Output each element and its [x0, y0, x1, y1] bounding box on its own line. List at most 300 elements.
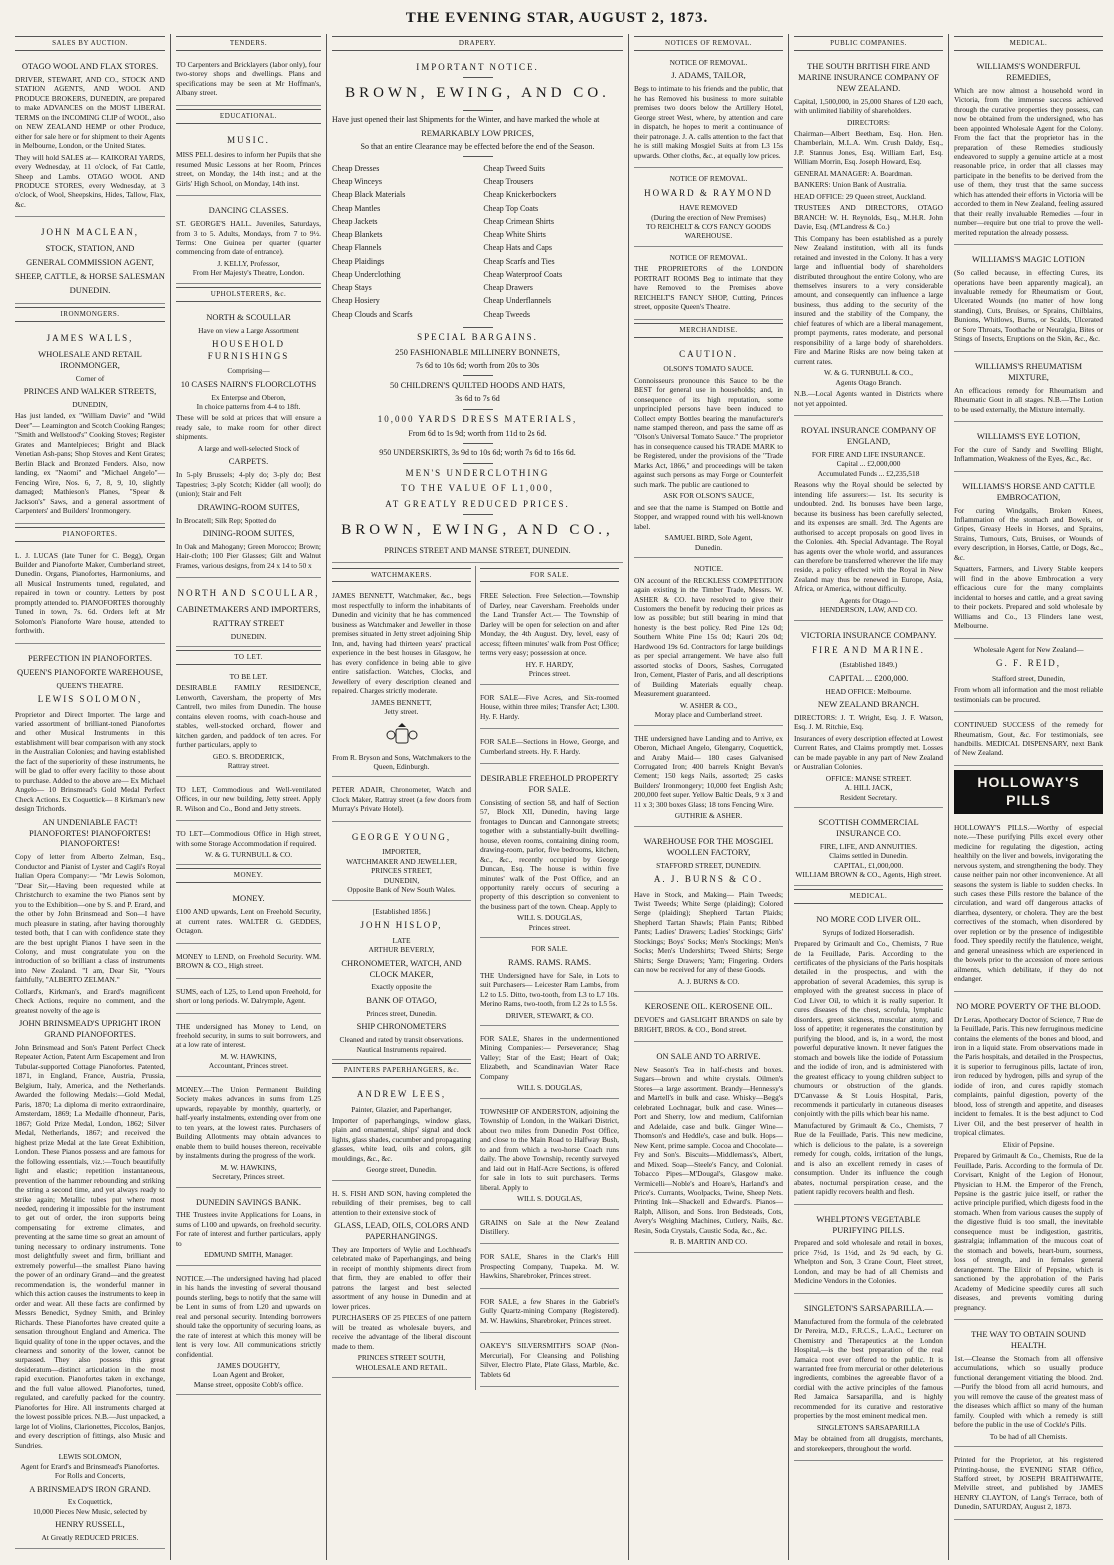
ad-line: Dunedin.: [694, 542, 723, 552]
ad-holloway: [954, 818, 1103, 992]
ad-line: (Established 1849.): [839, 660, 898, 670]
ad-line: NOTICE OF REMOVAL.: [669, 57, 748, 67]
ad-body: Manufactured by Grimault & Co., Chemists, 7 Rue de la Feuillade, Paris. This new medicine, which is delicious to the palate, is a sovereign remedy for cough, colds, irritation of the lungs, and is also an excellent remedy in cases of consumption. Under its influence the cough abates, nocturnal perspiration cease, and the patient rapidly recovers health and flesh.: [794, 1120, 943, 1197]
section-removal: NOTICES OF REMOVAL.: [634, 36, 783, 51]
royal-coat-of-arms-icon: [385, 722, 419, 748]
goods-list-item: Cheap Crimean Shirts: [483, 216, 554, 226]
ad-body: PURCHASERS OF 25 PIECES of one pattern will be treated as wholesale buyers, and receive the advantage of the liberal discount made to them.: [332, 1313, 471, 1351]
goods-list-item: Cheap Winceys: [332, 177, 382, 187]
goods-list-item: Cheap Underclothing: [332, 269, 401, 279]
ad-title: HOWARD & RAYMOND: [644, 187, 773, 198]
ad-body: MISS PELL desires to inform her Pupils that she resumed Music Lessons at her Room, Princes street, on Monday, the 14th inst.; and at the Girls' High School, on Monday, 14th inst.: [176, 150, 321, 188]
section-pianofortes: PIANOFORTES.: [15, 527, 165, 542]
ad-line: SINGLETON'S SARSAPARILLA: [817, 1422, 920, 1432]
ad-body: BANKERS: Union Bank of Australia.: [794, 180, 907, 190]
ad-body: Begs to intimate to his friends and the public, that he has Removed his business to more suitable premises two doors below the Artillery Hotel, George street West, where, by attention and care in dispatch, he hopes to merit a continuance of their patronage. J. A. calls attention to the fact that he is still making Mosgiel Suits at from L3 15s upwards. Other cloths, &c., at equally low prices.: [634, 84, 783, 160]
ad-olson: [634, 342, 783, 558]
goods-list-item: Cheap Flannels: [332, 243, 382, 253]
ad-title: NORTH AND SCOULLAR,: [177, 588, 320, 599]
section-painters: PAINTERS PAPERHANGERS, &c.: [332, 1063, 471, 1078]
ad-magic-lotion: [954, 248, 1103, 352]
ad-line: Accountant, Princes street.: [208, 1061, 289, 1071]
ad-walls: [15, 326, 165, 523]
goods-list-item: Cheap Trousers: [483, 177, 534, 187]
ad-martin: [634, 1045, 783, 1253]
ad-body: Reasons why the Royal should be selected by intending life assurers:— 1st. Its security is undoubted. 2nd. Its bonuses have been large, because its business has been carefully selected, and its expenses are small. 3rd. The Agents are authorised to accept proposals on good lives in the Colonies. 4th. Special Advantage. The Royal has agents over the whole world, and assurances can therefore be transferred wherever the life may reside, a policy effected with the Royal in New Zealand may thus be renewed in Europe, Asia, Africa, or America, without difficulty.: [794, 480, 943, 594]
section-upholsterers: UPHOLSTERERS, &c.: [176, 287, 321, 302]
ad-line: 10 CASES NAIRN'S FLOORCLOTHS: [180, 378, 317, 389]
ad-line: CARPETS.: [228, 456, 269, 467]
ad-line: IMPORTER,: [382, 847, 421, 857]
ad-body: DRIVER, STEWART, AND CO., STOCK AND STATION AGENTS, AND WOOL AND PRODUCE BROKERS, DUNEDIN, are prepared to make ADVANCES on the MOST LIBERAL TERMS on the INCOMING CLIP of WOOL, also on NEW ZEALAND HEMP or other Produce, either for sale here or for shipment to their Agents in Melbourne, London, or the United States.: [15, 74, 165, 151]
ad-line: For Rolls and Concerts,: [54, 1471, 126, 1481]
ad-title: ON SALE AND TO ARRIVE.: [656, 1051, 761, 1062]
ad-lucas: [15, 546, 165, 644]
section-watchmakers: WATCHMAKERS.: [332, 568, 471, 583]
ad-line: JAMES BENNETT,: [371, 697, 432, 707]
ad-five-acres: [480, 688, 619, 729]
ad-line: DUNEDIN,: [72, 399, 108, 409]
ad-body: DEVOE'S and GASLIGHT BRANDS on sale by BRIGHT, BROS. & CO., Bond street.: [634, 1015, 783, 1034]
masthead: THE EVENING STAR, AUGUST 2, 1873.: [405, 10, 709, 26]
ad-body: THE Undersigned have for Sale, in Lots to suit Purchasers— Leicester Ram Lambs, from L2 to L5. Ditto, two-tooth, from L3 to L7 10s. Merino Rams, two-tooth, from L2 2s to L5 5s.: [480, 970, 619, 1009]
ad-title: DUNEDIN SAVINGS BANK.: [196, 1196, 301, 1207]
ad-solomon: [15, 647, 165, 1549]
ad-line: Claims settled in Dunedin.: [829, 851, 908, 861]
ad-line: Moray place and Cumberland street.: [654, 710, 763, 720]
ad-victoria-insurance: [794, 624, 943, 808]
ad-wool-stores: [15, 55, 165, 217]
ad-line: HENRY RUSSELL,: [55, 1519, 125, 1530]
ad-line: A BRINSMEAD'S IRON GRAND.: [29, 1483, 151, 1494]
ad-body: Prepared and sold wholesale and retail in boxes, price 7½d, 1s 1½d, and 2s 9d each, by G. Whelpton and Son, 3 Crane Court, Fleet street, London, and may be had of all Chemists and Medicine Vendors in the Colonies.: [794, 1238, 943, 1286]
ad-north-scoullar-2: [176, 581, 321, 647]
ad-portrait-rooms: [634, 250, 783, 320]
ad-line: SHEEP, CATTLE, & HORSE SALESMAN: [15, 270, 165, 281]
ad-line: AT GREATLY REDUCED PRICES.: [385, 498, 570, 509]
ad-body: JAMES BENNETT, Watchmaker, &c., begs most respectfully to inform the inhabitants of Dunedin and vicinity that he has commenced business as Watchmaker and Jeweller in those premises situated in Jetty street adjoining Ship Inn, and, having had thirteen years' practical experience in the best houses in Glasgow, he has every confidence in being able to give entire satisfaction. Watches, Clocks, and Jewellery of every description cleaned and repaired. Charges strictly moderate.: [332, 591, 471, 696]
ad-line: Stafford street, Dunedin,: [992, 673, 1065, 683]
divider: [463, 327, 493, 328]
ad-money-lend: [176, 947, 321, 979]
ad-title: KEROSENE OIL. KEROSENE OIL.: [644, 1001, 773, 1012]
goods-list-item: Cheap Clouds and Scarfs: [332, 309, 413, 319]
ad-darley: [480, 586, 619, 684]
ad-doughty: [176, 1269, 321, 1396]
ad-body: May be obtained from all druggists, merchants, and storekeepers, throughout the world.: [794, 1434, 943, 1453]
section-money: MONEY.: [176, 868, 321, 883]
goods-list-item: Cheap White Shirts: [483, 230, 546, 240]
ad-maclean: [15, 220, 165, 304]
ad-title: THE WAY TO OBTAIN SOUND HEALTH.: [971, 1329, 1086, 1350]
ad-line: HY. F. HARDY,: [525, 659, 574, 669]
ad-body: THE PROPRIETORS of the LONDON PORTRAIT ROOMS Beg to intimate that they have Removed to the Premises above REICHELT'S FANCY SHOP, Cutting, Princes street, opposite Queen's Theatre.: [634, 264, 783, 312]
ad-line: TO THE VALUE OF L1,000,: [401, 483, 554, 494]
ad-body: TRUSTEES AND DIRECTORS, OTAGO BRANCH: W. H. Reynolds, Esq., M.H.R. John Davie, Esq. (M'Landress & Co.): [794, 203, 943, 232]
ad-title: PERFECTION IN PIANOFORTES.: [28, 652, 152, 663]
ad-singleton: [794, 1297, 943, 1461]
ad-title: NO MORE POVERTY OF THE BLOOD.: [956, 1000, 1101, 1011]
ad-line: PRINCES STREET SOUTH,: [357, 1353, 446, 1363]
ad-title: IMPORTANT NOTICE.: [416, 61, 539, 72]
ad-line: Jetty street.: [384, 707, 419, 717]
ad-line: Exactly opposite the: [371, 982, 432, 992]
ad-title: THE SOUTH BRITISH FIRE AND MARINE INSURANCE COMPANY OF NEW ZEALAND.: [798, 60, 939, 93]
ad-body: HEAD OFFICE: 29 Queen street, Auckland.: [794, 191, 926, 201]
ad-line: Agents Otago Branch.: [835, 377, 902, 387]
ad-body: In 5-ply Brussels; 4-ply do; 3-ply do; Best Tapestries; 3-ply Scotch; Kidder (all wool); do (union); Stair and Felt: [176, 470, 321, 499]
ad-line: Elixir of Pepsine.: [1002, 1139, 1055, 1149]
ad-line: ARTHUR BEVERLY,: [368, 945, 435, 955]
ad-line: DIRECTORS:: [847, 117, 890, 127]
ad-body: FOR SALE—Five Acres, and Six-roomed House, within three miles; Transfer Act; L300. Hy. F. Hardy.: [480, 692, 619, 721]
ad-line: WILL S. DOUGLAS,: [516, 1083, 582, 1093]
ad-line: 950 UNDERSKIRTS, 3s 9d to 10s 6d; worth 7s 6d to 16s 6d.: [379, 448, 576, 458]
ad-title: LEWIS SOLOMON,: [37, 693, 143, 704]
ad-clarks-hill: [480, 1247, 619, 1288]
ad-line: 250 FASHIONABLE MILLINERY BONNETS,: [395, 347, 560, 358]
ad-line: 50 CHILDREN'S QUILTED HOODS AND HATS,: [389, 380, 565, 391]
ad-line: Ex Enterpse and Oberon,: [211, 392, 286, 402]
ad-adair: [332, 780, 471, 821]
ad-body: FOR SALE, Shares in the Clark's Hill Prospecting Company, Tuapeka. M. W. Hawkins, Sharebroker, Princes street.: [480, 1252, 619, 1281]
ad-line: Princes street.: [528, 922, 571, 932]
ad-body: Squatters, Farmers, and Livery Stable keepers will find in the above Embrocation a very efficacious cure for the many complaints incidental to horses and cattle, and a great saving to their pockets. Prepared and sold wholesale by Williams and Co., 13 Flinders lane west, Melbourne.: [954, 564, 1103, 631]
ad-line: From R. Bryson and Sons, Watchmakers to the Queen, Edinburgh.: [332, 752, 471, 772]
ad-line: Rattray street.: [227, 761, 270, 771]
ad-anderston: [480, 1102, 619, 1210]
ad-line: SHIP CHRONOMETERS: [356, 1021, 447, 1032]
ad-building-society: [176, 1080, 321, 1188]
ad-line: LEWIS SOLOMON,: [58, 1452, 122, 1462]
ad-body: They will hold SALES at— KAIKORAI YARDS, every Wednesday, at 11 o'clock, of Fat Cattle, Sheep and Lambs. OTAGO WOOL AND PRODUCE STORES, every Wednesday, at 3 o'clock, of Wool, Sheepskins, Hides, Tallow, Flax, &c.: [15, 152, 165, 209]
ad-body: 1st.—Cleanse the Stomach from all offensive accumulations, which so usually produce functional derangement vitiating the blood. 2nd.—Purify the blood from all acrid humours, and you will remove the cause of the greatest mass of the diseases which afflict so many of the human family. Coupled with which a remedy is still before the public in the use of Cockle's Pills.: [954, 1353, 1103, 1430]
goods-list-left: [332, 161, 472, 323]
ad-title: MUSIC.: [227, 134, 270, 145]
ad-line: FIRE, LIFE, AND ANNUITIES.: [819, 841, 918, 851]
ad-line: FOR FIRE AND LIFE INSURANCE.: [811, 449, 926, 459]
ad-body: HOLLOWAY'S PILLS.—Worthy of especial note.—These purifying Pills excel every other medicine for regulating the digestion, acting healthily on the liver and bowels, invigorating the nervous system, and strengthening the body. They cause neither pain nor other inconvenience. At all seasons the system is liable to sudden checks. In such cases these Pills restore the balance of the circulation, and ward off dangerous attacks of diarrhea, dysentery, or cholera. They are the best correctives of the stomach, when disordered by over repletion or by the presence of indigestible food. They speedily rectify the flatulence, weight, and general uneasiness which are experienced in the bowels prior to the accession of more serious ailments, which debilitate, if they do not endanger.: [954, 822, 1103, 984]
ad-line: Comprising—: [227, 366, 270, 376]
section-merchandise: MERCHANDISE.: [634, 323, 783, 338]
ad-line: Ex Coquettick,: [67, 1497, 113, 1507]
ad-body: Prepared by Grimault and Co., Chemists, 7 Rue de la Feuillade, Paris. According to the certificates of the physicians of the Paris hospitals detailed in the prospectus, and with the approbation of several Academies, this syrup is employed with the greatest success in place of Cod Liver Oil, to which it is really superior. It cures diseases of the chest, scrofula, lymphatic disorders, green sickness, muscular atony, and loss of appetite; it regenerates the constitution by purifying the blood, and is, in a word, the most powerful depurative known. It never fatigues the stomach and bowels like the iodide of Potassium and the iodide of iron, and is administered with the greatest efficacy to young children subject to chumours or obstruction of the glands. D'Canvasse & St Louis Hospital, Paris, recommends it particularly in cutaneous diseases conjointly with the pills which bear his name.: [794, 939, 943, 1119]
section-medical-5: MEDICAL.: [794, 889, 943, 904]
ad-line: W. & G. TURNBULL & CO.,: [823, 368, 914, 378]
ad-cod-liver: [794, 908, 943, 1205]
ad-body: DESIRABLE FAMILY RESIDENCE, Lenworth, Caversham, the property of Mrs Cantrell, two miles from Dunedin. The house contains eleven rooms, with coach-house and stables, well-stocked orchard, flower and kitchen garden, and paddock of ten acres. For further particulars, apply to: [176, 683, 321, 750]
ad-guthrie-asher: [634, 729, 783, 827]
ad-residence: [176, 669, 321, 777]
ad-eye-lotion: [954, 425, 1103, 472]
divider: [463, 156, 493, 157]
ad-body: This Company has been established as a purely New Zealand institution, with all its funds retained and invested in the Colony. It has a very large and influential body of shareholders distributed throughout the entire Colony, who are themselves insurers to a very considerable amount, and consequently can influence a large business, thus adding to the security of the insured and the stability of the Company, the chief features of which are a liberal management, prompt payments, rates moderate, and personal responsibility of a large body of shareholders. Fire and Marine Risks are now being taken at current rates.: [794, 233, 943, 366]
ad-north-scoullar: [176, 306, 321, 578]
ad-office-high-st: [176, 824, 321, 865]
ad-line: STAFFORD STREET, DUNEDIN.: [656, 860, 761, 870]
ad-body: MONEY.—The Union Permanent Building Society makes advances in sums from L25 upwards, repayable by monthly, quarterly, or half-yearly instalments, extending over from one to ten years, at the lowest rates. Purchasers of Building Allotments may obtain advances to enable them to build houses thereon, receivable by instalments during the progress of the work.: [176, 1084, 321, 1161]
imprint-text: Printed for the Proprietor, at his registered Printing-house, the EVENING STAR Office, Stafford street, by JOSEPH BRAITHWAITE, Melville street, and published by JAMES HENRY CLAYTON, of Lang's Terrace, both of Dunedin, SATURDAY, August 2, 1873.: [954, 1455, 1103, 1512]
ad-body: Which are now almost a household word in Victoria, from the immense success achieved through the curative properties they possess, can now be obtained from the undersigned, who has been appointed Wholesale Agent for the Colony. From the fact that the proprietor has in the preparation of these Remedies studiously endeavored to supply a genuine article at a most reasonable price, in order that all classes may participate in the benefits to be derived from the use of them, they trust that the same success which has attended their efforts in Victoria will be accorded to them in New Zealand, feeling assured that their really invaluable Remedies —four in number—require but one trial to prove the well-merited reputation the already possess.: [954, 85, 1103, 237]
ad-line: In choice patterns from 4-4 to 18ft.: [196, 402, 301, 411]
ad-body: Chairman—Albert Beetham, Esq. Hon. Hen. Chamberlain, M.L.A. Wm. Crush Daldy, Esq., J.P. Stannus Jones, Esq. William Earl, Esq. William Morrin, Esq. Joseph Howard, Esq.: [794, 128, 943, 167]
ad-line: Painter, Glazier, and Paperhanger,: [351, 1104, 452, 1114]
ad-adams: [634, 55, 783, 168]
ad-title: DANCING CLASSES.: [208, 205, 289, 216]
ad-line: GENERAL COMMISSION AGENT,: [26, 256, 154, 267]
ad-body: Capital, 1,500,000, in 25,000 Shares of L20 each, with unlimited liability of shareholders.: [794, 96, 943, 116]
ad-line: TO REICHELT & CO'S FANCY GOODS WAREHOUSE.: [645, 221, 771, 241]
ad-body: Consisting of section 58, and half of Section 57, Block XII, Dunedin, having large frontages to Duncan and Cannongate streets; together with a substantially-built dwelling-house, eleven rooms, containing dining room, drawing-room, parlor, five bedrooms, kitchen, &c., &c., recently occupied by George Duncan, Esq. The house is within five minutes' walk of the Post Office, and an opportunity rarely occurs of securing a property of this description so convenient to the business part of the town. Cheap. Apply to: [480, 797, 619, 911]
ad-title: SCOTTISH COMMERCIAL INSURANCE CO.: [818, 817, 919, 838]
ad-line: OFFICE: MANSE STREET.: [825, 773, 912, 783]
ad-line: ASK FOR OLSON'S SAUCE,: [663, 491, 754, 501]
ad-title: WILLIAMS'S RHEUMATISM MIXTURE,: [974, 360, 1083, 382]
ad-line: Syrups of Iodized Horseradish.: [822, 927, 915, 937]
ad-title: SINGLETON'S SARSAPARILLA.—: [803, 1302, 934, 1313]
goods-list-item: Cheap Knickerbockers: [483, 190, 557, 200]
goods-list-item: Cheap Hats and Caps: [483, 243, 552, 253]
ad-body: John Brinsmead and Son's Patent Perfect Check Repeater Action, Patent Arm Escapement and Iron Tubular-supported Cottage Pianofortes. Patented, 1871, in England, France, Austria, Prussia, Belgium, Italy, America, and the Netherlands. Awarded the following Medals:—Gold Medal, Paris, 1870; La diploma di merito extraordinaire, Amsterdam, 1869; La Medaille d'honneur, Paris, 1867; Gold Prize Medal, London, 1862; Silver Medal, Netherlands, 1867; and received the highest prize Medal at the late Great Exhibition, London. These Pianos possess and are famous for the following essentials, viz.:—Touch beautifully light and elastic; repetition instantaneous, prevention of the hammer rebounding and striking the string a second time, and yet always ready to strike again; Metallic tubes put where most needed, rendering it impossible for the instrument to get out of order, the iron supports being compensating for extreme climates, and preventing at the same time so great an amount of tuning necessary to ordinary instruments. Tone most delightfully sweet and firm, brilliant and extremely powerful—the smallest Piano having the power of an ordinary Grand—and the greatest recommendation is, the wonderful manner in which this action causes the instruments to keep in order and wear. All these facts are confirmed by Messrs Benedict, Sydney Smith, and Brinley Richards. These Pianofortes have created quite a sensation throughout England and America. The liquid quality of tone in the upper octaves, and the clearness and sonority of the lower, cannot be surpassed. They also possess this great desideratum—distinct articulation in the most rapid execution. Pianofortes taken in exchange, and the full value allowed. Pianofortes, tuned, regulated, and carefully packed for the country. Pianofortes for Hire. All instruments charged at the lowest possible prices. N.B.—Just unpacked, a large lot of Violins, Clarionettes, Piccolos, Banjos, and every description of fittings, also Music and Sundries.: [15, 1043, 165, 1450]
ad-title: G. F. REID,: [995, 658, 1062, 669]
ad-body: CONTINUED SUCCESS of the remedy for Rheumatism, Gout, &c. For testimonials, see handbills. MEDICAL DISPENSARY, next Bank of New Zealand.: [954, 720, 1103, 758]
ad-line: W. ASHER & CO.,: [679, 700, 738, 710]
ad-scottish-commercial: [794, 811, 943, 886]
ad-kerosene: [634, 995, 783, 1042]
ad-line: CAPITAL ... £200,000.: [828, 672, 909, 683]
ad-line: PRINCES STREET AND MANSE STREET, DUNEDIN.: [384, 546, 571, 556]
ad-line: HENDERSON, LAW, AND CO.: [819, 605, 918, 615]
ad-line: 10,000 Pieces New Music, selected by: [33, 1506, 147, 1516]
goods-list: [332, 161, 623, 323]
ad-body: Prepared by Grimault & Co., Chemists, Rue de la Feuillade, Paris. According to the formula of Dr. Corvisart, Knight of the Legion of Honour, Physician to H.M. the Emperor of the French, Pepsine is the gastric juice itself, or rather the active principle purified, which digests food in the stomach. When from various causes the supply of the digestive fluid is too small, the inevitable consequence must be indigestion, gastritis, gastralgia; inflammation of the mucous coat of the stomach and bowels, heart-burn, sourness, loss of strength, and in females general derangement. The Elixir of Pepsine, which is sanctioned by the approbation of the Paris Academy of Medicine speedily cures all such diseases, and prevents vomiting during pregnancy.: [954, 1151, 1104, 1312]
ad-line: DUNEDIN.: [230, 631, 267, 641]
ad-line: AN UNDENIABLE FACT! PIANOFORTES! PIANOFORTES! PIANOFORTES!: [28, 816, 151, 849]
ad-line: WHOLESALE AND RETAIL.: [355, 1362, 448, 1372]
ad-body: For curing Windgalls, Broken Knees, Inflammation of the stomach and Bowels, or Gripes, Greasy Heels in Horses, and Sprains, Strains, Tumours, Cuts, Bruises, or Wounds of every description, in Horses, Cattle, or Dogs, &c., &c.: [954, 505, 1103, 562]
ad-line: George street, Dunedin.: [366, 1165, 437, 1175]
ad-line: (During the erection of New Premises): [651, 212, 766, 222]
ad-line: Agents for Otago—: [839, 595, 898, 605]
ad-line: J. KELLY, Professor,: [217, 258, 280, 268]
goods-list-item: Cheap Underflannels: [483, 296, 552, 306]
goods-list-item: Cheap Drawers: [483, 283, 533, 293]
ad-line: 10,000 YARDS DRESS MATERIALS,: [377, 413, 578, 424]
ad-body: (So called because, in effecting Cures, its operations have been apparently magical), an invaluable remedy for Rheumatism or Gout, Ulcerated Wounds (no matter of how long standing), Cuts, Bruises, or Sprains, Chilblains, Bunions, Whitlows, Burns, or Scalds, Ulcerated or Sore Throats, Toothache or Neuralgia, Bites or Stings of Insects, Eruptions on the Skin, &c., &c.: [954, 268, 1103, 344]
ad-rams: [480, 941, 619, 1026]
ad-title: BROWN, EWING, AND CO.,: [341, 522, 614, 539]
ad-line: FOR SALE.: [531, 944, 568, 954]
ad-body: THE undersigned have Landing and to Arrive, ex Oberon, Michael Angelo, Glengarry, Coquettick, and Araby Maid— 180 cases Galvanised Corrugated Iron; 400 barrels Knight Bevan's Cement; 150 kegs Nails, assorted; 25 casks Builders' Ironmongery; 10,000 feet English Ash; 200,000 feet super. Yellow Baltic Deals, 9 x 3 and 11 x 3; 300 boxes Glass; 18 tons Fencing Wire.: [634, 733, 783, 809]
divider: [463, 110, 493, 111]
ad-line: OLSON'S TOMATO SAUCE.: [663, 364, 754, 374]
ad-line: NORTH & SCOULLAR: [206, 311, 291, 322]
ad-line: Cleaned and rated by transit observations. Nautical Instruments repaired.: [339, 1035, 464, 1054]
column-3: [326, 34, 628, 1560]
ad-embrocation: [954, 475, 1103, 639]
ad-body: THE undersigned has Money to Lend, on freehold security, in sums to suit borrowers, and at a low rate of interest.: [176, 1021, 321, 1050]
ad-line: NOTICE OF REMOVAL.: [669, 174, 748, 184]
ad-line: CHRONOMETER, WATCH, AND CLOCK MAKER,: [341, 957, 462, 979]
ad-line: From 6d to 1s 9d; worth from 11d to 2s 6d.: [408, 429, 547, 439]
ad-line: DUNEDIN,: [383, 875, 420, 885]
ad-body: and see that the name is Stamped on Bottle and Stopper, and wrapped round with his well-known label.: [634, 502, 783, 531]
ad-line: WILL S. DOUGLAS,: [516, 913, 582, 923]
ad-gabriels-gully: [480, 1292, 619, 1333]
ad-title: ANDREW LEES,: [356, 1089, 447, 1099]
ad-body: From whom all information and the most reliable testimonials can be procured.: [954, 685, 1103, 704]
goods-list-item: Cheap Tweeds: [483, 309, 530, 319]
ad-body: TO Carpenters and Bricklayers (labor only), four two-storey shops and dwellings. Plans and specifications may be seen at Mr Hoffman's, Albany street.: [176, 59, 321, 98]
ad-title: OTAGO WOOL AND FLAX STORES.: [21, 60, 159, 71]
ad-line: Princes street.: [528, 669, 571, 679]
section-drapery: DRAPERY.: [332, 36, 623, 51]
ad-line: HEAD OFFICE: Melbourne.: [825, 686, 912, 696]
ad-continued-success: [954, 715, 1103, 766]
divider: [463, 514, 493, 515]
ad-body: Importer of paperhangings, window glass, plain and ornamental, ships' signal and dock lights, glass shades, cucumber and propagating glasses, white lead, oils and colors, gilt mouldings, &c., &c.: [332, 1115, 471, 1163]
column-1: [10, 34, 170, 1560]
ad-line: WILLIAM BROWN & CO., Agents, High street.: [795, 870, 942, 880]
ad-line: TO BE LET.: [229, 671, 268, 681]
ad-oakey: [480, 1336, 619, 1387]
goods-list-item: Cheap Waterproof Coats: [483, 269, 563, 279]
ad-line: Opposite Bank of New South Wales.: [347, 885, 456, 895]
ad-line: Loan Agent and Broker,: [212, 1370, 285, 1380]
ad-body: TO LET, Commodious and Well-ventilated Offices, in our new building, Jetty street. Apply R. Wilson and Co., Bond and Jetty streets.: [176, 784, 321, 813]
ad-line: Secretary, Princes street.: [212, 1172, 285, 1182]
ad-line: Capital ... £2,000,000: [836, 459, 901, 469]
ad-line: A. J. BURNS & CO.: [677, 976, 740, 986]
ad-money: [176, 887, 321, 943]
ad-bennett: [332, 586, 471, 777]
ad-line: 3s 6d to 7s 6d: [455, 394, 500, 404]
ad-line: NOTICE.: [694, 564, 723, 574]
ad-body: In Oak and Mahogany; Green Morocco; Brown; Hair-cloth; 100 Pier Glasses; Gilt and Walnut Frames, various designs, from 24 x 14 to 50 x: [176, 541, 321, 570]
ad-line: JAMES DOUGHTY,: [217, 1361, 280, 1371]
ad-title: WILLIAMS'S EYE LOTION,: [976, 430, 1081, 441]
ad-line: BANK OF OTAGO,: [366, 994, 437, 1005]
ad-body: New Season's Tea in half-chests and boxes. Sugars—brown and white crystals. Oilmen's Stores—a large assortment. Brandy—Hennessy's and Martell's in bulk and case. Whisky—Begg's celebrated Lochnagar, bulk and case. Wines—Port and Sherry, low and medium, Californian and Adelaide, case and bulk. Ginger Wine—Thomson's and Heddle's, case and bulk. Hops—New Kent, prime sample. Cocoa and Chocolate—Fry and Son's. Biscuits—Middlemass's, Albert, and Mixed. Soap—Steele's Fancy, and Colonial. Tobacco Pipes—M'Dougal's, Glasgow make. Vermicelli—Noble's and Hoare's, Harland's and Price's. Currants, Woolpacks, Twine, Sheep Nets. Printing Ink—Shackell and Edward's. Pianos—Ralph, Allison, and Sons. Iron Bedsteads, Cots, Avery's Weighing Machines, Cutlery, Nails, &c. Resin, Soda Crystals, Caustic Soda, &c., &c.: [634, 1064, 783, 1235]
ad-freehold-property: [480, 767, 619, 938]
ad-line: So that an entire Clearance may be effected before the end of the Season.: [360, 141, 595, 151]
section-medical: MEDICAL.: [954, 36, 1103, 51]
ad-line: QUEEN'S PIANOFORTE WAREHOUSE,: [16, 666, 164, 677]
ad-line: STOCK, STATION, AND: [45, 242, 135, 253]
divider: [463, 77, 493, 78]
ad-body: They are Importers of Wylie and Lochhead's celebrated make of Paperhangings, and being in receipt of monthly shipments direct from that firm, they are enabled to offer their patrons the largest and best selected assortment of any house in Dunedin and at lower prices.: [332, 1244, 471, 1311]
ad-line: Wholesale Agent for New Zealand—: [973, 644, 1084, 654]
ad-body: Has just landed, ex "William Davie" and "Wild Deer"— Leamington and Scotch Cooking Ranges; "Smith and Wellstood's" Cooking Stoves; Register Grates and Mantelpieces; Bright and Black Venetian Ash-pans; Shop Stoves and Kent Grates; Berlin Black and Bronzed Fenders. Also, now landing, ex "Naomi" and "Michael Angelo"— Fencing Wire, Nos. 6, 7, 8, 9, 10, slightly damaged; Mathieson's Planes, "Spear & Jackson's" Saws, and a general assortment of Carpenters' and Builders' Ironmongery.: [15, 411, 165, 516]
ad-title: NO MORE COD LIVER OIL.: [816, 913, 921, 924]
ad-line: A. HILL JACK,: [844, 783, 893, 793]
ad-mosgiel: [634, 830, 783, 992]
ad-line: At Greatly REDUCED PRICES.: [41, 1533, 139, 1543]
ad-line: DRAWING-ROOM SUITES,: [197, 501, 300, 512]
ad-line: DRIVER, STEWART, & CO.: [505, 1010, 594, 1020]
ad-sound-health: [954, 1323, 1103, 1447]
ad-howard-raymond: [634, 171, 783, 247]
ad-line: RATTRAY STREET: [212, 617, 285, 628]
goods-list-item: Cheap Hosiery: [332, 296, 380, 306]
ad-body: PETER ADAIR, Chronometer, Watch and Clock Maker, Rattray street (a few doors from Murray's Private Hotel).: [332, 785, 471, 814]
goods-list-item: Cheap Mantles: [332, 203, 381, 213]
ad-title: BROWN, EWING, AND CO.: [345, 85, 610, 102]
ad-line: CABINETMAKERS AND IMPORTERS,: [176, 603, 321, 614]
divider: [463, 375, 493, 376]
ad-line: WHOLESALE AND RETAIL IRONMONGER,: [38, 348, 142, 370]
section-ironmongers: IRONMONGERS.: [15, 307, 165, 322]
ad-tenders: [176, 55, 321, 106]
divider: [463, 463, 493, 464]
ad-line: SAMUEL BIRD, Sole Agent,: [664, 533, 753, 543]
ad-line: GLASS, LEAD, OILS, COLORS AND PAPERHANGINGS.: [334, 1220, 469, 1242]
ad-body: These will be sold at prices that will ensure a ready sale, to make room for other direct shipments.: [176, 413, 321, 442]
ad-body: Connoisseurs pronounce this Sauce to be the BEST for general use in households; and, in consequence of its high reputation, some unprincipled persons have been induced to Collect empty Bottles bearing the manufacturer's name stamped thereon, and pass the same off as "Olson's Universal Tomato Sauce." The proprietor has in consequence caused his TRADE MARK to be Registered, under the provisions of the "Trade Marks Act, 1866," and proceedings will be taken against such persons as may Forge or Counterfeit such mark. The public are cautioned to: [634, 375, 783, 489]
ad-body: Have just opened their last Shipments for the Winter, and have marked the whole at: [332, 114, 600, 124]
ad-body: H. S. FISH AND SON, having completed the rebuilding of their premises, beg to call attention to their extensive stock of: [332, 1188, 471, 1217]
ad-williams: [954, 55, 1103, 245]
divider: [463, 409, 493, 410]
section-public-companies: PUBLIC COMPANIES.: [794, 36, 943, 51]
ad-asher: [634, 561, 783, 726]
ad-title: SPECIAL BARGAINS.: [417, 331, 538, 342]
ad-title: MONEY.: [232, 893, 265, 904]
goods-list-item: Cheap Tweed Suits: [483, 164, 545, 173]
ad-title: CAUTION.: [679, 348, 738, 359]
section-educational: EDUCATIONAL.: [176, 109, 321, 124]
goods-list-item: Cheap Top Coats: [483, 203, 539, 213]
ad-poverty-blood: [954, 995, 1103, 1320]
ad-royal-insurance: [794, 419, 943, 621]
goods-list-item: Cheap Dresses: [332, 164, 380, 173]
ad-line: LATE: [392, 935, 411, 945]
ad-line: Have on view a Large Assortment: [198, 325, 299, 335]
goods-list-item: Cheap Plaidings: [332, 256, 385, 266]
ad-line: R. B. MARTIN AND CO.: [669, 1237, 748, 1247]
ad-body: Copy of letter from Alberto Zelman, Esq., Conductor and Pianist of Lyster and Cagli's Royal Italian Opera Company:— "Mr Lewis Solomon, "Dear Sir,—Having been requested while at Christchurch to examine the two Pianos sent by you to the Exhibition—one by S. and P. Erard, and the other by John Brinsmead and Son—I have much pleasure in stating, after having thoroughly tested both, that I can with confidence state they are the best upright Pianos I have seen in the Colony, and must congratulate you on the introduction of so brilliant a class of instruments into New Zealand. "I am, Dear Sir, "Yours faithfully, "ALBERTO ZELMAN.": [15, 852, 165, 985]
ad-title: JOHN HISLOP,: [360, 920, 443, 931]
ad-body: Dr Leras, Apothecary Doctor of Science, 7 Rue de la Feuillade, Paris. This new ferruginous medicine contains the elements of the bones and blood, and iron in a liquid state. From observations made in the Paris hospitals, and detailed in the Prospectus, it is superior to ferruginous pills, lactate of iron, iron reduced by hydrogen, pills and syrup of the iodide of iron, and cures rapidly stomach complaints, painful digestion, poverty of the blood, loss of strength and appetite, and diseases incident to females. It is the best adjunct to Cod Liver Oil, and the best preserver of health in tropical climates.: [954, 1014, 1103, 1138]
ad-title: DESIRABLE FREEHOLD PROPERTY FOR SALE.: [480, 773, 619, 794]
ad-line: FIRE AND MARINE.: [812, 644, 925, 655]
ad-line: To be had of all Chemists.: [989, 1431, 1068, 1441]
ad-line: W. & G. TURNBULL & CO.: [204, 849, 293, 859]
ad-body: NOTICE.—The undersigned having had placed in his hands the investing of several thousand pounds sterling, begs to notify that the same will be Lent in sums of from L20 and upwards on real and personal security. Intending borrowers should take the opportunity of securing loans, as the rate of interest at which this money will be lent is very low. All communications strictly confidential.: [176, 1273, 321, 1359]
ad-line: QUEEN'S THEATRE.: [56, 680, 124, 690]
ad-line: WILL S. DOUGLAS,: [516, 1194, 582, 1204]
ad-body: For the cure of Sandy and Swelling Blight, Inflammation, Weakness of the Eyes, &c., &c.: [954, 444, 1103, 464]
ad-title: GEORGE YOUNG,: [351, 831, 452, 842]
ad-title: RAMS. RAMS. RAMS.: [508, 956, 591, 967]
ad-line: PRINCES AND WALKER STREETS,: [23, 386, 157, 397]
ad-line: REMARKABLY LOW PRICES,: [421, 127, 534, 138]
ad-line: M. W. HAWKINS,: [220, 1051, 277, 1061]
ad-body: DIRECTORS: J. T. Wright, Esq. J. F. Watson, Esq. J. M. Ritchie, Esq.: [794, 712, 943, 732]
ad-dancing: [176, 199, 321, 284]
ad-sections: [480, 732, 619, 764]
ad-line: Princes street, Dunedin.: [366, 1008, 437, 1018]
ad-line: 7s 6d to 10s 6d; worth from 20s to 30s: [415, 361, 540, 371]
ad-title: WAREHOUSE FOR THE MOSGIEL WOOLLEN FACTORY,: [643, 835, 774, 857]
ad-body: TO LET—Commodious Office in High street, with some Storage Accommodation if required.: [176, 829, 321, 848]
ad-title: JOHN MACLEAN,: [41, 227, 139, 238]
ad-line: EDMUND SMITH, Manager.: [204, 1250, 293, 1260]
ad-line: Manse street, opposite Cobb's office.: [193, 1379, 304, 1389]
ad-body: Proprietor and Direct Importer. The large and varied assortment of brilliant-toned Pianofortes and other Musical Instruments in this establishment will bear comparison with any stock in the Australian Colonies; and having established the fact of the superiority of these instruments, he will be glad to offer every facility to those about to purchase. Added to the above are— Ex Michael Angelo— 10 Brinsmead's Gold Medal Perfect Check Actions. Ex Coquettick— 8 Kirkman's new design Trichords.: [15, 709, 165, 814]
ad-body: FOR SALE, Shares in the undermentioned Mining Companies:— Perseverance; Shag Valley; Star of the East; Heart of Oak; Elizabeth, and Scandinavian Water Race Company: [480, 1034, 619, 1081]
subcolumn-forsale: [475, 566, 623, 1391]
